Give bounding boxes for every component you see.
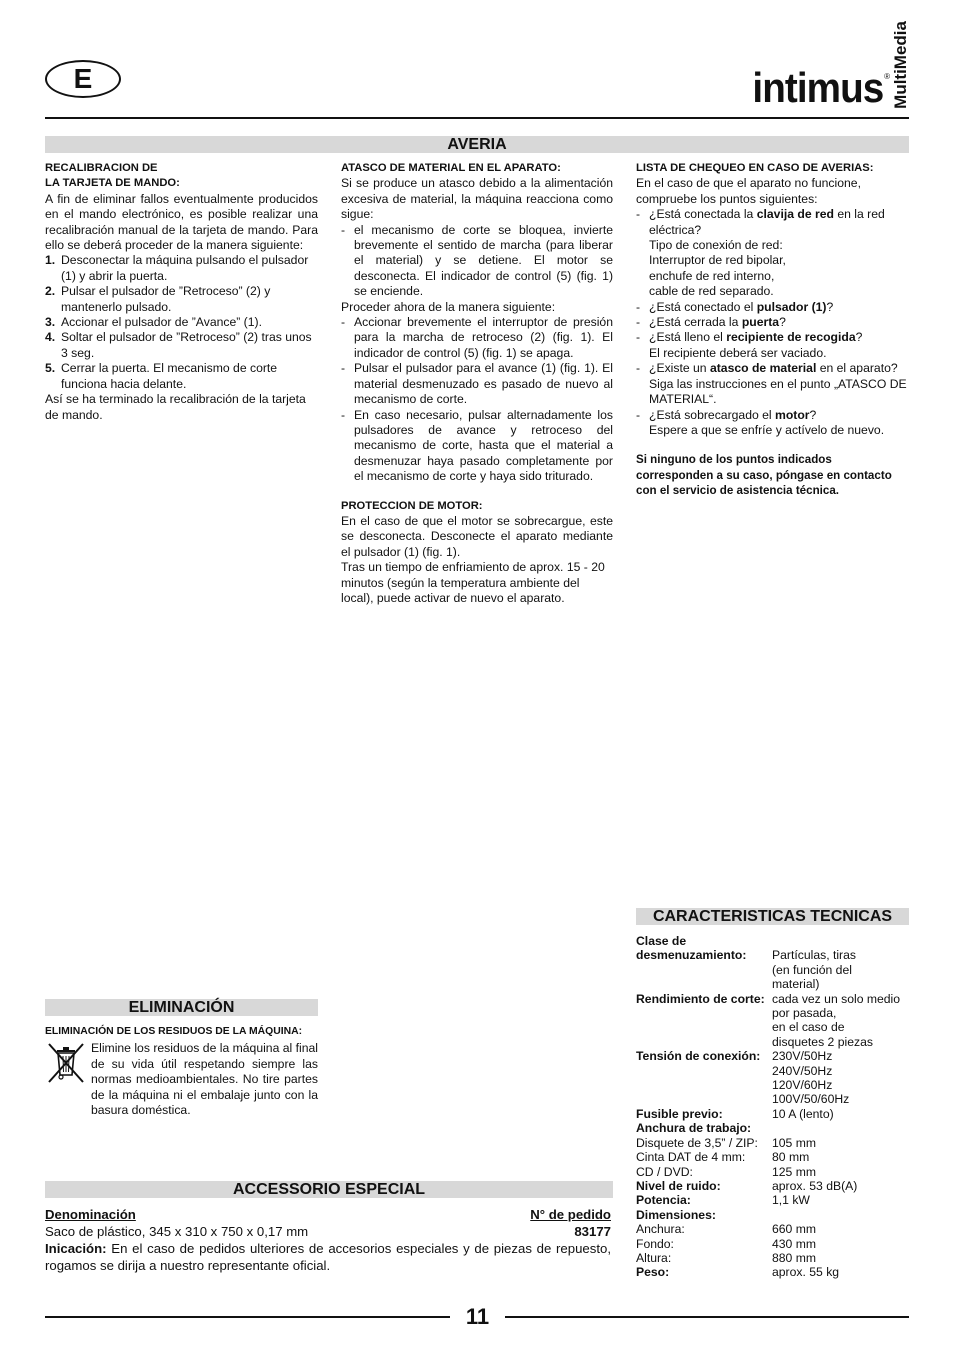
table-row (636, 977, 909, 991)
accessory-name-header: Denominación (45, 1207, 136, 1222)
averia-section-title: AVERIA (45, 136, 909, 153)
brand-logo (741, 21, 910, 111)
spec-label: Cinta DAT de 4 mm: (636, 1150, 746, 1165)
table-row (636, 963, 909, 977)
list-item: Siga las instrucciones en el punto „ATASCO DE MATERIAL“. (649, 376, 907, 407)
jam-proceed: Proceder ahora de la manera siguiente: (341, 299, 556, 314)
table-row (636, 1049, 909, 1063)
spec-value: 230V/50Hz (772, 1049, 833, 1064)
table-row (636, 992, 909, 1006)
list-item: - En caso necesario, pulsar alternadamente los pulsadores de avance y retroceso del mecanismo de corte, hasta que el material a desmenuzar haya pasado completamente por el mecanismo de corte y haya sido triturado. (341, 407, 613, 484)
table-row (636, 948, 909, 962)
accessory-order-header: N° de pedido (530, 1207, 611, 1222)
table-row (636, 1193, 909, 1207)
spec-label (636, 1064, 772, 1078)
list-item: - ¿Existe un atasco de material en el aparato? (636, 361, 898, 376)
list-item: Espere a que se enfríe y actívelo de nuevo. (649, 422, 885, 437)
brand-name: intimus (752, 64, 884, 111)
footer-rule-right (505, 1316, 909, 1318)
spec-label (636, 963, 772, 977)
spec-label: Clase de (636, 934, 687, 948)
checklist-intro: En el caso de que el aparato no funcione, compruebe los puntos siguientes: (636, 176, 861, 206)
list-item: - Pulsar el pulsador para el avance (1) (fig. 1). El material desmenuzado es pasado de nuevo al mecanismo de corte. (341, 361, 613, 407)
accessory-section-title: ACCESSORIO ESPECIAL (45, 1181, 613, 1198)
table-row (636, 934, 909, 948)
spec-label: Nivel de ruido: (636, 1178, 721, 1193)
list-item: 4. Soltar el pulsador de ”Retroceso” (2) tras unos 3 seg. (45, 330, 312, 360)
list-item: - ¿Está lleno el recipiente de recogida? (636, 330, 863, 345)
specs-table (636, 934, 909, 1280)
list-item: El recipiente deberá ser vaciado. (649, 345, 827, 360)
table-row (636, 1121, 909, 1135)
table-row (636, 1078, 909, 1092)
motor-protection-heading: PROTECCION DE MOTOR: (341, 499, 483, 512)
recalibration-intro: A fin de eliminar fallos eventualmente producidos en el mando electrónico, es posible realizar una recalibración manual de la tarjeta de mando. Para ello se deberá proceder de la manera siguiente: (45, 191, 318, 253)
spec-value: 125 mm (772, 1164, 817, 1179)
recalibration-heading-line1: RECALIBRACION DE (45, 162, 158, 174)
table-row (636, 1179, 909, 1193)
table-row (636, 1064, 909, 1078)
spec-value: Partículas, tiras (772, 948, 856, 963)
spec-value: en el caso de (772, 1020, 845, 1035)
table-row (636, 1092, 909, 1106)
table-row (636, 1237, 909, 1251)
spec-label: Peso: (636, 1265, 670, 1280)
jam-intro: Si se produce un atasco debido a la alimentación excesiva de material, la máquina reacciona como sigue: (341, 176, 613, 222)
spec-label: Rendimiento de corte: (636, 991, 765, 1006)
spec-label: Potencia: (636, 1193, 691, 1208)
table-row (636, 1222, 909, 1236)
list-item: - Accionar brevemente el interruptor de presión para la marcha de retroceso (2) (fig. 1). El indicador de control (5) (fig. 1) se apaga. (341, 315, 613, 360)
accessory-note: Inicación: En el caso de pedidos ulteriores de accesorios especiales y de piezas de repuesto, rogamos se dirija a nuestro representante oficial. (45, 1241, 611, 1273)
spec-label: Tensión de conexión: (636, 1049, 761, 1064)
spec-label: Anchura de trabajo: (636, 1121, 752, 1136)
list-item: - ¿Está conectada la clavija de red en la red eléctrica? (636, 207, 885, 237)
table-row (636, 1165, 909, 1179)
specs-section-title: CARACTERISTICAS TECNICAS (636, 908, 909, 925)
disposal-heading: ELIMINACIÓN DE LOS RESIDUOS DE LA MÁQUINA: (45, 1026, 303, 1037)
spec-value: 660 mm (772, 1222, 817, 1237)
spec-value: 240V/50Hz (772, 1063, 833, 1078)
crossed-bin-icon (45, 1041, 91, 1118)
brand-subtitle: MultiMedia (891, 21, 910, 109)
recalibration-steps (45, 253, 318, 392)
spec-value: aprox. 53 dB(A) (772, 1178, 858, 1193)
table-row (636, 1136, 909, 1150)
motor-protection-text: En el caso de que el motor se sobrecargue, este se desconecta. Desconecte el aparato mediante el pulsador (1) (fig. 1). (341, 513, 613, 559)
table-row (636, 1251, 909, 1265)
list-item: 3. Accionar el pulsador de ”Avance” (1). (45, 315, 262, 330)
checklist-column (636, 161, 909, 499)
spec-label: Disquete de 3,5” / ZIP: (636, 1135, 758, 1150)
list-item: enchufe de red interno, (649, 268, 775, 283)
spec-value: por pasada, (772, 1006, 837, 1021)
list-item: 1. Desconectar la máquina pulsando el pulsador (1) y abrir la puerta. (45, 253, 309, 283)
list-item: Tipo de conexión de red: (649, 238, 783, 253)
spec-value: aprox. 55 kg (772, 1265, 840, 1280)
spec-value: 1,1 kW (772, 1193, 810, 1208)
spec-label (636, 1020, 772, 1034)
language-badge (45, 60, 121, 98)
table-row (636, 1265, 909, 1279)
jam-effects (341, 223, 613, 300)
spec-value: (en función del (772, 962, 852, 977)
disposal-section-title: ELIMINACIÓN (45, 999, 318, 1016)
disposal-block (45, 1024, 318, 1118)
table-row (636, 1208, 909, 1222)
spec-label: Anchura: (636, 1222, 685, 1237)
header-rule (45, 117, 909, 119)
spec-label: Fondo: (636, 1236, 674, 1251)
spec-value: 80 mm (772, 1150, 810, 1165)
spec-label: CD / DVD: (636, 1164, 693, 1179)
footer-rule-left (45, 1316, 450, 1318)
list-item: - ¿Está sobrecargado el motor? (636, 407, 817, 422)
language-code: E (73, 63, 93, 94)
recalibration-column (45, 161, 318, 423)
table-row (636, 1150, 909, 1164)
spec-value: 10 A (lento) (772, 1106, 834, 1121)
spec-label (636, 1035, 772, 1049)
spec-label: Fusible previo: (636, 1106, 723, 1121)
list-item: - ¿Está cerrada la puerta? (636, 315, 786, 330)
checklist-footer: Si ninguno de los puntos indicados corresponden a su caso, póngase en contacto con el servicio de asistencia técnica. (636, 453, 892, 498)
disposal-text: Elimine los residuos de la máquina al final de su vida útil respetando siempre las normas medioambientales. No tire partes de la máquina ni el embalaje junto con la basura doméstica. (91, 1041, 318, 1118)
recalibration-outro: Así se ha terminado la recalibración de la tarjeta de mando. (45, 392, 306, 422)
spec-value: 105 mm (772, 1135, 817, 1150)
checklist-heading: LISTA DE CHEQUEO EN CASO DE AVERIAS: (636, 162, 874, 174)
table-row (636, 1006, 909, 1020)
motor-protection-text-2: Tras un tiempo de enfriamiento de aprox. 15 - 20 minutos (según la temperatura ambiente del local), puede activar de nuevo el aparato. (341, 560, 605, 605)
spec-label: desmenuzamiento: (636, 948, 747, 963)
accessory-item-order: 83177 (574, 1224, 611, 1239)
accessory-item-name: Saco de plástico, 345 x 310 x 750 x 0,17 mm (45, 1224, 309, 1239)
spec-label: Dimensiones: (636, 1207, 716, 1222)
accessory-block (45, 1206, 611, 1274)
table-row (45, 1223, 611, 1240)
spec-value: 880 mm (772, 1250, 817, 1265)
list-item: 2. Pulsar el pulsador de ”Retroceso” (2) y mantenerlo pulsado. (45, 284, 271, 314)
accessory-header-row (45, 1206, 611, 1223)
spec-value: material) (772, 977, 820, 992)
spec-value: 120V/60Hz (772, 1078, 833, 1093)
spec-value: 430 mm (772, 1236, 817, 1251)
spec-label (636, 977, 772, 991)
jam-heading: ATASCO DE MATERIAL EN EL APARATO: (341, 162, 561, 174)
list-item: 5. Cerrar la puerta. El mecanismo de corte funciona hacia delante. (45, 361, 278, 391)
spec-value: cada vez un solo medio (772, 991, 901, 1006)
table-row (636, 1020, 909, 1034)
list-item: - ¿Está conectado el pulsador (1)? (636, 299, 834, 314)
list-item: Interruptor de red bipolar, (649, 253, 786, 268)
recalibration-heading-line2: LA TARJETA DE MANDO: (45, 177, 180, 190)
list-item: - el mecanismo de corte se bloquea, invierte brevemente el sentido de marcha (para liberar el material) y se detiene. El motor se desconecta. El indicador de control (5) (fig. 1) se enciende. (341, 222, 613, 299)
list-item: cable de red separado. (649, 284, 774, 299)
page-number: 11 (465, 1304, 490, 1329)
table-row (636, 1107, 909, 1121)
checklist (636, 207, 909, 438)
spec-label (636, 1006, 772, 1020)
spec-label: Altura: (636, 1250, 672, 1265)
table-row (636, 1035, 909, 1049)
spec-label (636, 1078, 772, 1092)
spec-label (636, 1092, 772, 1106)
jam-actions (341, 315, 613, 484)
spec-value: 100V/50/60Hz (772, 1092, 850, 1107)
registered-mark: ® (884, 72, 890, 81)
jam-column (341, 161, 613, 606)
spec-value: disquetes 2 piezas (772, 1034, 873, 1049)
